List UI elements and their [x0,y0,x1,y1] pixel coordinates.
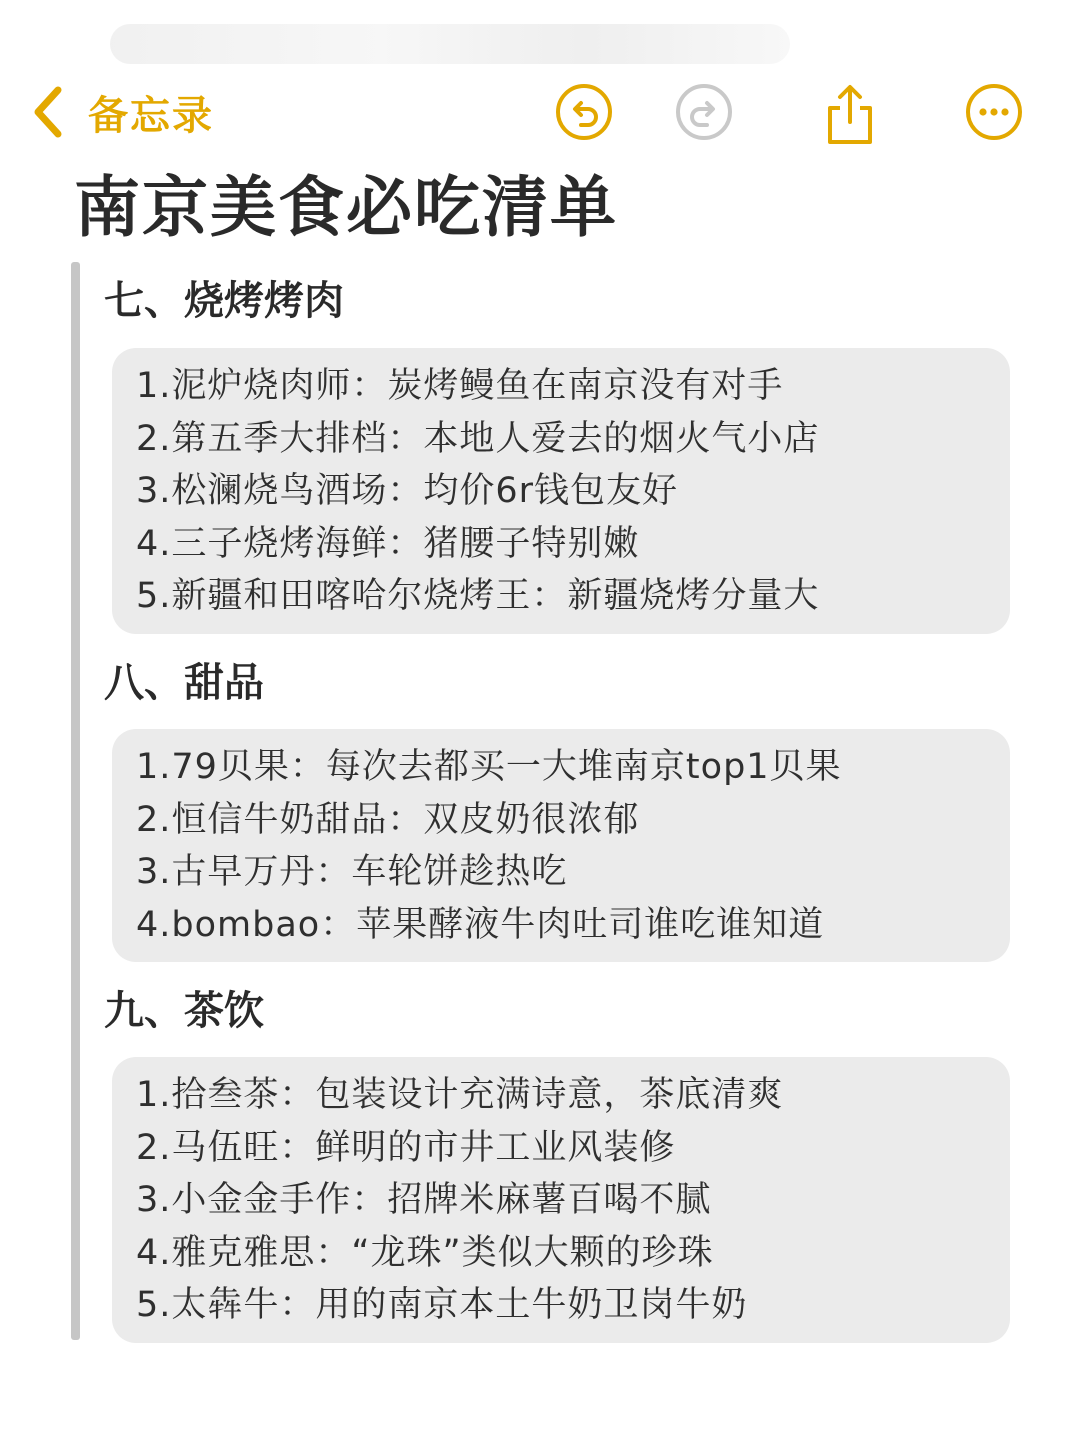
more-icon [964,82,1024,142]
more-button[interactable] [964,82,1024,142]
list-item: 1.泥炉烧肉师：炭烤鳗鱼在南京没有对手 [136,366,784,406]
share-button[interactable] [820,82,880,142]
redo-button[interactable] [674,82,734,142]
share-icon [820,82,880,146]
section-card-tea [112,1057,1010,1343]
section-heading-bbq: 七、烧烤烤肉 [104,278,344,324]
back-label: 备忘录 [88,92,214,139]
status-bar [110,24,790,64]
list-item: 3.古早万丹：车轮饼趁热吃 [136,852,568,892]
section-heading-desserts: 八、甜品 [104,660,264,706]
redo-icon [674,82,734,142]
navigation-bar [0,70,1080,154]
list-item: 4.三子烧烤海鲜：猪腰子特别嫩 [136,523,640,564]
chevron-left-icon [30,84,66,140]
note-title: 南京美食必吃清单 [74,169,618,246]
list-item: 5.新疆和田喀哈尔烧烤王：新疆烧烤分量大 [136,576,820,616]
list-item: 2.第五季大排档：本地人爱去的烟火气小店 [136,418,820,459]
section-heading-tea: 九、茶饮 [104,988,264,1034]
list-item: 4.bombao：苹果酵液牛肉吐司谁吃谁知道 [136,904,825,945]
block-quote-bar [71,262,80,1340]
list-item: 1.79贝果：每次去都买一大堆南京top1贝果 [136,747,842,787]
undo-icon [554,82,614,142]
list-item: 4.雅克雅思：“龙珠”类似大颗的珍珠 [136,1232,714,1273]
list-item: 3.小金金手作：招牌米麻薯百喝不腻 [136,1180,712,1220]
undo-button[interactable] [554,82,614,142]
section-card-bbq [112,348,1010,634]
back-button[interactable] [30,82,214,142]
section-card-desserts [112,729,1010,962]
list-item: 1.拾叁茶：包装设计充满诗意，茶底清爽 [136,1075,784,1115]
list-item: 5.太犇牛：用的南京本土牛奶卫岗牛奶 [136,1285,748,1325]
list-item: 3.松澜烧鸟酒场：均价6r钱包友好 [136,471,679,511]
list-item: 2.恒信牛奶甜品：双皮奶很浓郁 [136,799,640,840]
list-item: 2.马伍旺：鲜明的市井工业风装修 [136,1127,676,1168]
